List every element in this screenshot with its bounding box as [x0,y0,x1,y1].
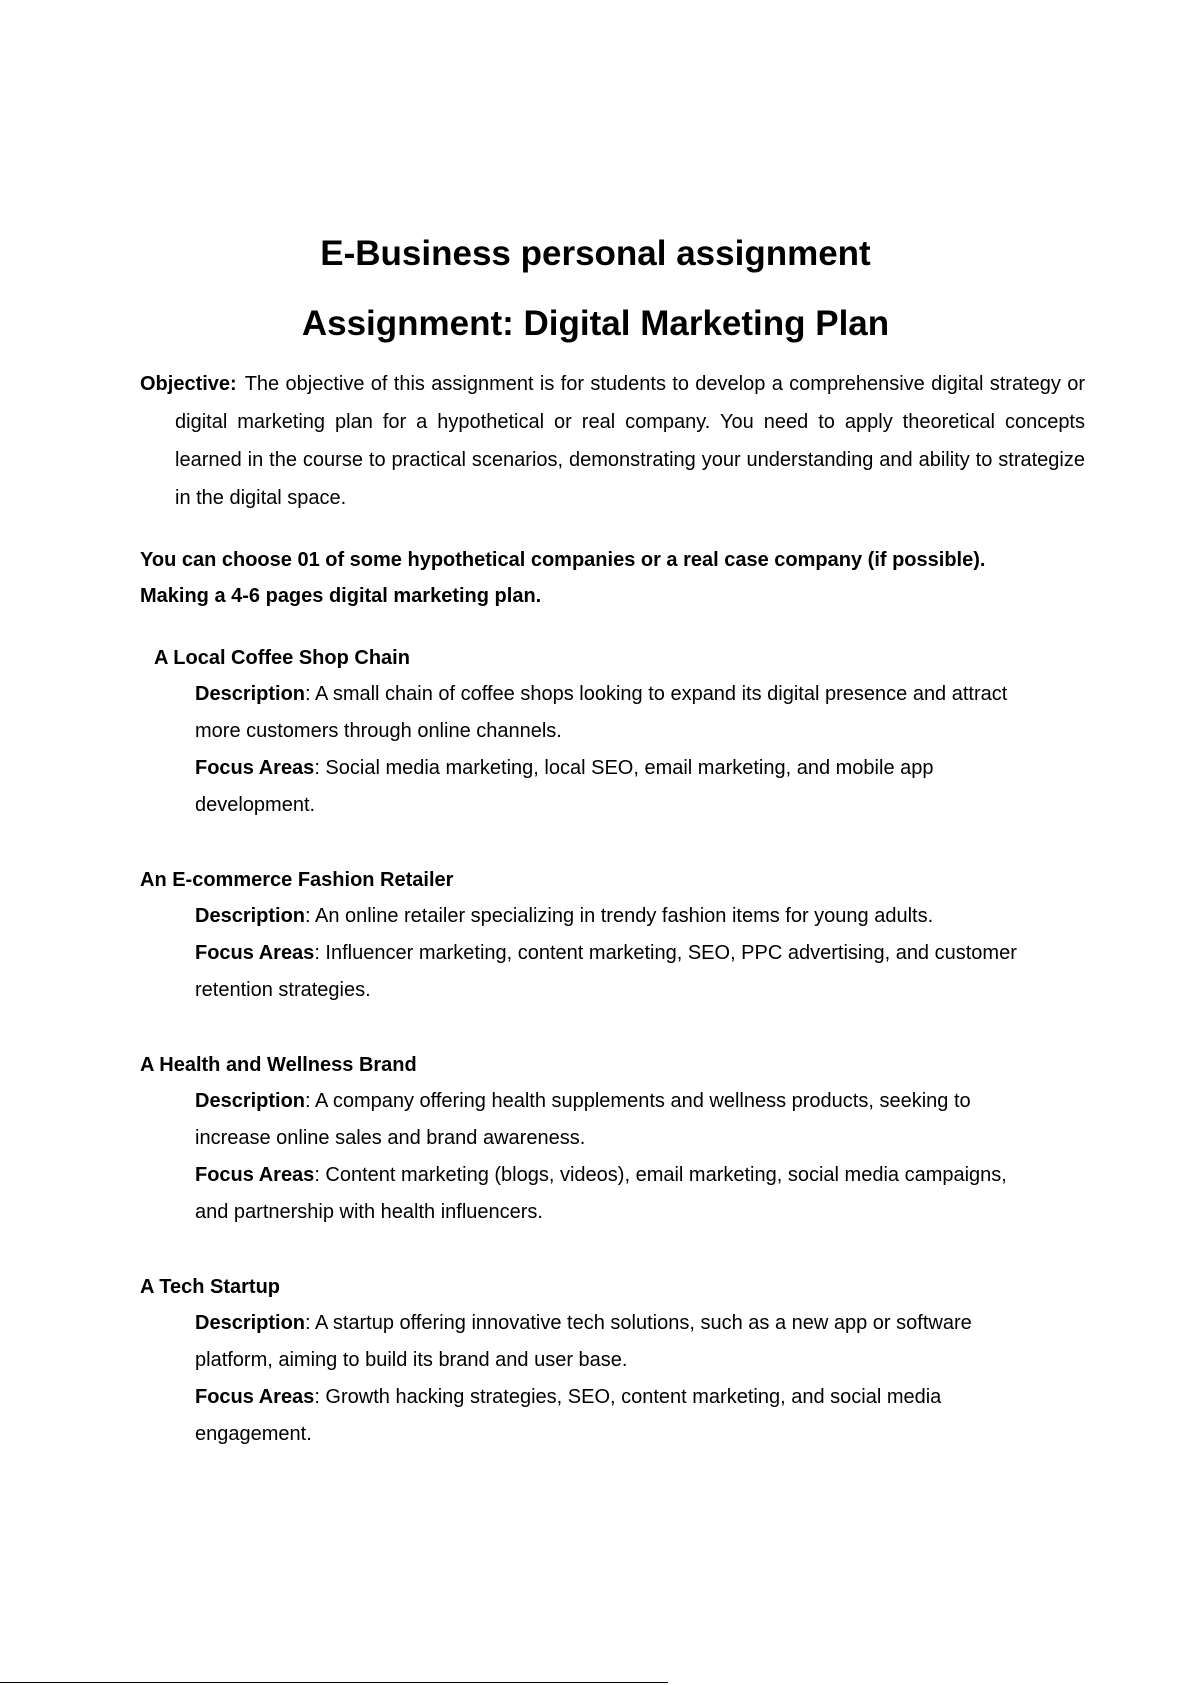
company-name: An E-commerce Fashion Retailer [140,869,454,891]
company-focus-areas [195,750,1045,824]
company-option [140,862,1080,1009]
instructions [140,542,1080,614]
company-option [140,1047,1080,1231]
description-label: Description [195,683,306,705]
description-text: : A startup offering innovative tech solutions, such as a new app or software platform, aiming to build its brand and user base. [195,1312,972,1371]
objective-text: The objective of this assignment is for students to develop a comprehensive digital strategy or digital marketing plan for a hypothetical or real company. You need to apply theoretical concepts learned in the course to practical scenarios, demonstrating your understanding and ability to strategize in the digital space. [175,373,1085,509]
focus-areas-label: Focus Areas [195,942,315,964]
assignment-title: Assignment: Digital Marketing Plan [301,304,890,343]
document-title: E-Business personal assignment [320,234,871,273]
focus-areas-text: : Content marketing (blogs, videos), email marketing, social media campaigns, and partnership with health influencers. [195,1164,1007,1223]
company-description [195,1305,1045,1379]
company-name: A Local Coffee Shop Chain [154,647,410,669]
company-option [154,640,1094,824]
company-name: A Health and Wellness Brand [140,1054,417,1076]
company-focus-areas [195,1379,1045,1453]
description-label: Description [195,905,306,927]
instruction-choose-company: You can choose 01 of some hypothetical companies or a real case company (if possible). [140,549,986,571]
objective-paragraph [140,365,1085,517]
company-description [195,898,1045,935]
description-text: : An online retailer specializing in trendy fashion items for young adults. [305,905,934,927]
focus-areas-text: : Influencer marketing, content marketing, SEO, PPC advertising, and customer retention strategies. [195,942,1017,1001]
description-text: : A company offering health supplements and wellness products, seeking to increase online sales and brand awareness. [195,1090,971,1149]
footer-divider [0,1682,668,1683]
focus-areas-label: Focus Areas [195,1164,315,1186]
company-focus-areas [195,1157,1045,1231]
objective-label: Objective: [140,373,237,395]
company-name: A Tech Startup [140,1276,281,1298]
focus-areas-label: Focus Areas [195,1386,315,1408]
focus-areas-text: : Growth hacking strategies, SEO, content marketing, and social media engagement. [195,1386,942,1445]
description-text: : A small chain of coffee shops looking to expand its digital presence and attract more customers through online channels. [195,683,1008,742]
company-description [195,676,1045,750]
focus-areas-label: Focus Areas [195,757,315,779]
company-option [140,1269,1080,1453]
focus-areas-text: : Social media marketing, local SEO, email marketing, and mobile app development. [195,757,934,816]
company-focus-areas [195,935,1045,1009]
description-label: Description [195,1090,306,1112]
description-label: Description [195,1312,306,1334]
instruction-page-count: Making a 4-6 pages digital marketing plan. [140,585,542,607]
company-description [195,1083,1045,1157]
